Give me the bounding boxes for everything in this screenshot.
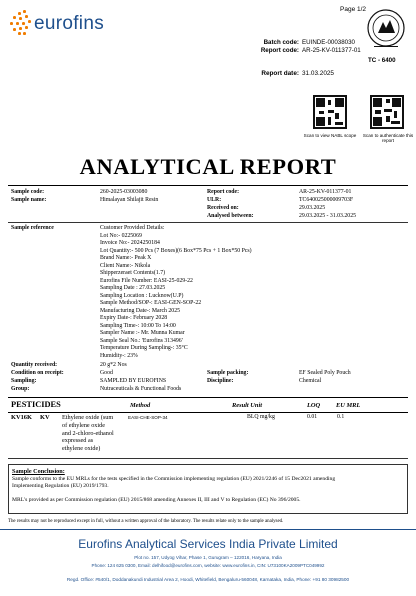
discipline-label: Discipline: [207, 378, 234, 384]
result-code: KV16K [11, 414, 32, 421]
sample-code-value: 260-2025-03003080 [100, 189, 148, 195]
results-top-rule [8, 397, 408, 398]
sample-reference-line: Sample Seal No.: 'Eurofins 313496' [100, 337, 183, 344]
sample-reference-line: Sampler Name :- Mr. Munna Kumar [100, 330, 185, 336]
ulr-value: TC640025000009703F [299, 197, 354, 203]
info-divider [8, 222, 408, 223]
page-number: Page 1/2 [340, 6, 367, 13]
result-parameter-line: ethylene oxide) [62, 445, 101, 453]
sample-reference-line: Invoice No:- 2024250184 [100, 240, 160, 246]
group-value: Nutraceuticals & Functional Foods [100, 386, 182, 392]
authentication-qr-caption: Scan to authenticate this report [362, 133, 414, 144]
sample-reference-line: Manufacturing Date-: March 2025 [100, 307, 181, 314]
footer-registered-office: Regd. Office: #540/1, Doddanakundi Industrial Area 2, Hoodi, Whitefield, Bengaluru-560048, Karnataka, India, Phone: +91 80 30982500 [66, 577, 350, 582]
sample-reference-line: Temperature During Sampling-: 35°C [100, 345, 188, 351]
sample-reference-line: Shipperzeraet Contents(1.7) [100, 270, 166, 276]
report-code-label: Report code: [260, 47, 299, 54]
sample-reference-line: Sample Method/SOP-: EASI-GEN-SOP-22 [100, 300, 202, 306]
nabl-qr-code-icon[interactable] [313, 95, 347, 129]
result-eu-mrl: 0.1 [337, 414, 345, 420]
batch-code-label: Batch code: [263, 39, 299, 46]
sample-reference-line: Brand Name:- Peak X [100, 255, 152, 261]
condition-value: Good [100, 370, 113, 376]
received-value: 29.03.2025 [299, 205, 326, 211]
sample-reference-line: Client Name:- Nikola [100, 262, 151, 269]
sample-reference-line: Lot Quantity:- 500 Pcs (7 Boxes)(6 Box*75 Pcs + 1 Box*50 Pcs) [100, 247, 252, 254]
method-column-header: Method [130, 402, 151, 409]
conclusion-box [8, 464, 408, 514]
conclusion-text-1: Sample conforms to the EU MRLs for the tests specified in the Commission implementing regulation (EU) 2021/2246 of 15 Dec2021 amending [12, 476, 336, 482]
result-method: EASI-CHE-SOP-34 [128, 415, 168, 420]
info-report-code-label: Report code: [207, 189, 240, 195]
report-date-label: Report date: [261, 70, 299, 77]
results-bottom-rule [8, 458, 408, 459]
quantity-received-label: Quantity received: [11, 362, 58, 368]
analysed-value: 29.03.2025 - 31.03.2025 [299, 213, 357, 219]
loq-column-header: LOQ [307, 402, 321, 409]
authentication-qr-code-icon[interactable] [370, 95, 404, 129]
result-parameter-line: and 2-chloro-ethanol [62, 429, 114, 437]
sample-packing-value: EF Sealed Poly Pouch [299, 370, 351, 376]
sample-packing-label: Sample packing: [207, 370, 249, 376]
footer-rule [0, 529, 416, 530]
sample-name-value: Himalayan Shilajit Resin [100, 197, 159, 203]
eu-mrl-column-header: EU MRL [336, 402, 361, 409]
sample-reference-line: Sampling Time-: 10:00 To 14:00 [100, 322, 176, 329]
tc-number: TC - 6400 [368, 57, 396, 64]
conclusion-text-2: Implementing Regulation (EU) 2019/1793. [12, 483, 109, 489]
disclaimer: The results may not be reproduced except in full, without a written approval of the laboratory. The results relate only to the sample analysed. [8, 519, 284, 524]
sample-reference-line: Lot No:- 0225069 [100, 232, 142, 239]
condition-label: Condition on receipt: [11, 370, 64, 376]
result-parameter-line: expressed as [62, 437, 94, 445]
footer-company: Eurofins Analytical Services India Private Limited [78, 537, 338, 551]
sample-reference-line: Customer Provided Details: [100, 225, 165, 231]
footer-contact: Phone: 124 625 0300, Email: delhifood@eurofins.com, website: www.eurofins.in, CIN: U73100KA2009PTC049992 [91, 563, 325, 568]
eurofins-logo [10, 10, 120, 40]
title-divider [8, 185, 408, 186]
report-title: ANALYTICAL REPORT [79, 154, 337, 179]
result-value: BLQ mg/kg [247, 414, 275, 420]
sample-reference-line: Humidity-: 23% [100, 352, 138, 359]
result-kv: KV [40, 414, 50, 421]
footer-address: Plot no. 157, Udyog Vihar, Phase 1, Gurugram – 122016, Haryana, India [134, 555, 282, 560]
sample-reference-line: Sampling Date : 27.03.2025 [100, 285, 166, 291]
sample-reference-line: Expiry Date-: February 2028 [100, 315, 168, 321]
conclusion-text-3: MRL's provided as per Commission regulation (EU) 2015/868 amending Annexes II, III and V to Regulation (EC) No 396/2005. [12, 497, 301, 503]
sample-name-label: Sample name: [11, 197, 47, 203]
sampling-value: SAMPLED BY EUROFINS [100, 378, 167, 384]
results-header-rule [8, 412, 408, 413]
info-report-code-value: AR-25-KV-011377-01 [299, 189, 352, 195]
sample-code-label: Sample code: [11, 189, 45, 195]
quantity-received-value: 20 g*2 Nos [100, 362, 127, 368]
ulr-label: ULR: [207, 197, 222, 203]
group-label: Group: [11, 386, 30, 392]
analysed-label: Analysed between: [207, 213, 254, 219]
result-parameter-line: Ethylene oxide (sum [62, 414, 114, 421]
conclusion-heading: Sample Conclusion: [12, 468, 65, 475]
accreditation-seal-icon [365, 8, 407, 54]
result-loq: 0.01 [307, 414, 318, 420]
received-label: Received on: [207, 205, 239, 211]
report-date-value: 31.03.2025 [302, 70, 334, 77]
nabl-qr-caption: Scan to view NABL scope [303, 133, 357, 138]
sampling-label: Sampling: [11, 378, 37, 384]
report-code-value: AR-25-KV-011377-01 [302, 47, 361, 54]
batch-code-value: EUINDE-00038030 [302, 39, 355, 46]
brand-name: eurofins [34, 13, 104, 34]
result-unit-column-header: Result Unit [232, 402, 263, 409]
discipline-value: Chemical [299, 378, 322, 384]
sample-reference-line: Eurofins File Number: EASI-25-029-22 [100, 277, 193, 284]
sample-reference-line: Sampling Location : Lucknow(U.P) [100, 292, 184, 299]
pesticides-heading: PESTICIDES [11, 400, 61, 409]
sample-reference-label: Sample reference [11, 225, 54, 231]
result-parameter-line: of ethylene oxide [62, 421, 105, 429]
